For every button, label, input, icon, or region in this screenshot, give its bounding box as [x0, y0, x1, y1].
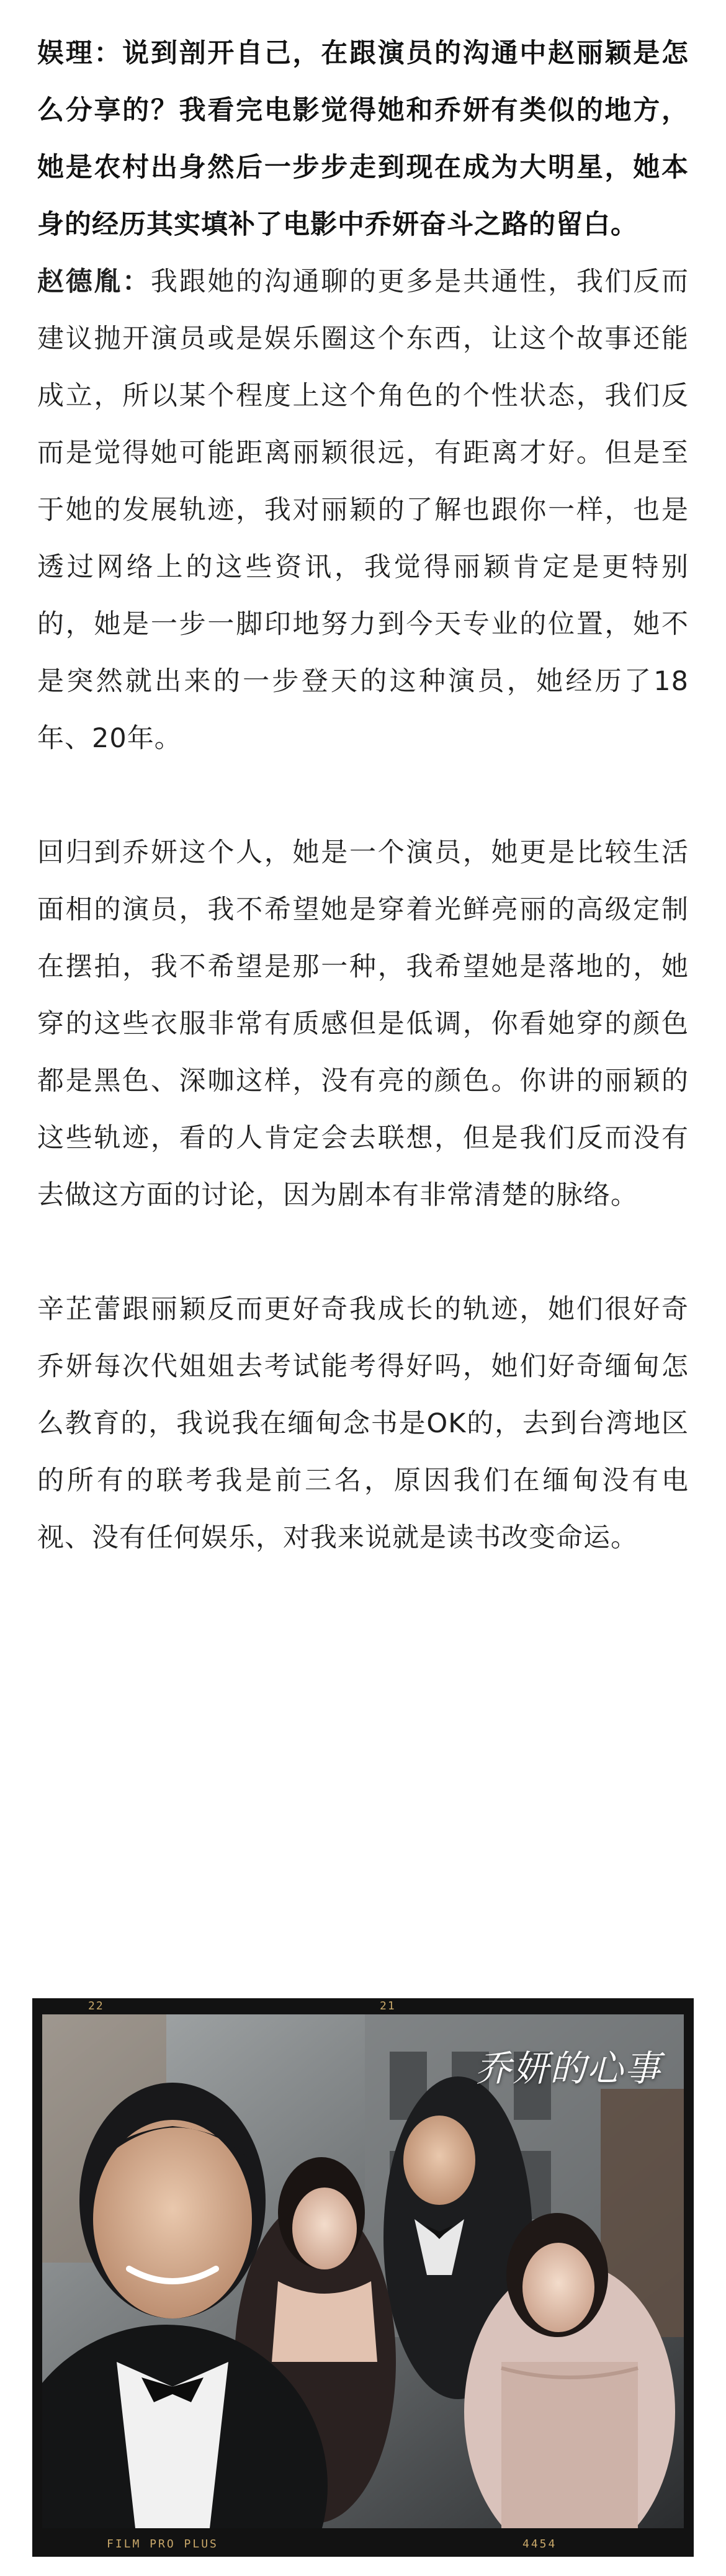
- still-photo: [32, 1998, 694, 2557]
- interviewer-question: 娱理：说到剖开自己，在跟演员的沟通中赵丽颖是怎么分享的？我看完电影觉得她和乔妍有类似的地方，她是农村出身然后一步步走到现在成为大明星，她本身的经历其实填补了电影中乔妍奋斗之路的留白。: [37, 38, 689, 240]
- frame-code: 4454: [522, 2538, 557, 2551]
- film-stock-label: FILM PRO PLUS: [107, 2538, 218, 2551]
- paragraph-spacer: [37, 767, 689, 824]
- director-answer: [37, 253, 689, 767]
- photo-image: [42, 2014, 684, 2528]
- paragraph-spacer: [37, 1224, 689, 1281]
- article-body: [37, 25, 689, 1566]
- frame-number-right: 21: [380, 1999, 396, 2013]
- answer-text: 我跟她的沟通聊的更多是共通性，我们反而建议抛开演员或是娱乐圈这个东西，让这个故事还能成立，所以某个程度上这个角色的个性状态，我们反而是觉得她可能距离丽颖很远，有距离才好。但是至于她的发展轨迹，我对丽颖的了解也跟你一样，也是透过网络上的这些资讯，我觉得丽颖肯定是更特别的，她是一步一脚印地努力到今天专业的位置，她不是突然就出来的一步登天的这种演员，她经历了18年、20年。: [37, 266, 689, 754]
- film-title-overlay: 乔妍的心事: [475, 2047, 661, 2089]
- group-photo-illustration: [42, 2014, 684, 2528]
- speaker-label: 赵德胤：: [37, 266, 151, 297]
- frame-number-left: 22: [88, 1999, 104, 2013]
- body-paragraph: 回归到乔妍这个人，她是一个演员，她更是比较生活面相的演员，我不希望她是穿着光鲜亮丽的高级定制在摆拍，我不希望是那一种，我希望她是落地的，她穿的这些衣服非常有质感但是低调，你看她穿的颜色都是黑色、深咖这样，没有亮的颜色。你讲的丽颖的这些轨迹，看的人肯定会去联想，但是我们反而没有去做这方面的讨论，因为剧本有非常清楚的脉络。: [37, 837, 689, 1211]
- body-paragraph: 辛芷蕾跟丽颖反而更好奇我成长的轨迹，她们很好奇乔妍每次代姐姐去考试能考得好吗，她们好奇缅甸怎么教育的，我说我在缅甸念书是OK的，去到台湾地区的所有的联考我是前三名，原因我们在缅甸没有电视、没有任何娱乐，对我来说就是读书改变命运。: [37, 1294, 689, 1553]
